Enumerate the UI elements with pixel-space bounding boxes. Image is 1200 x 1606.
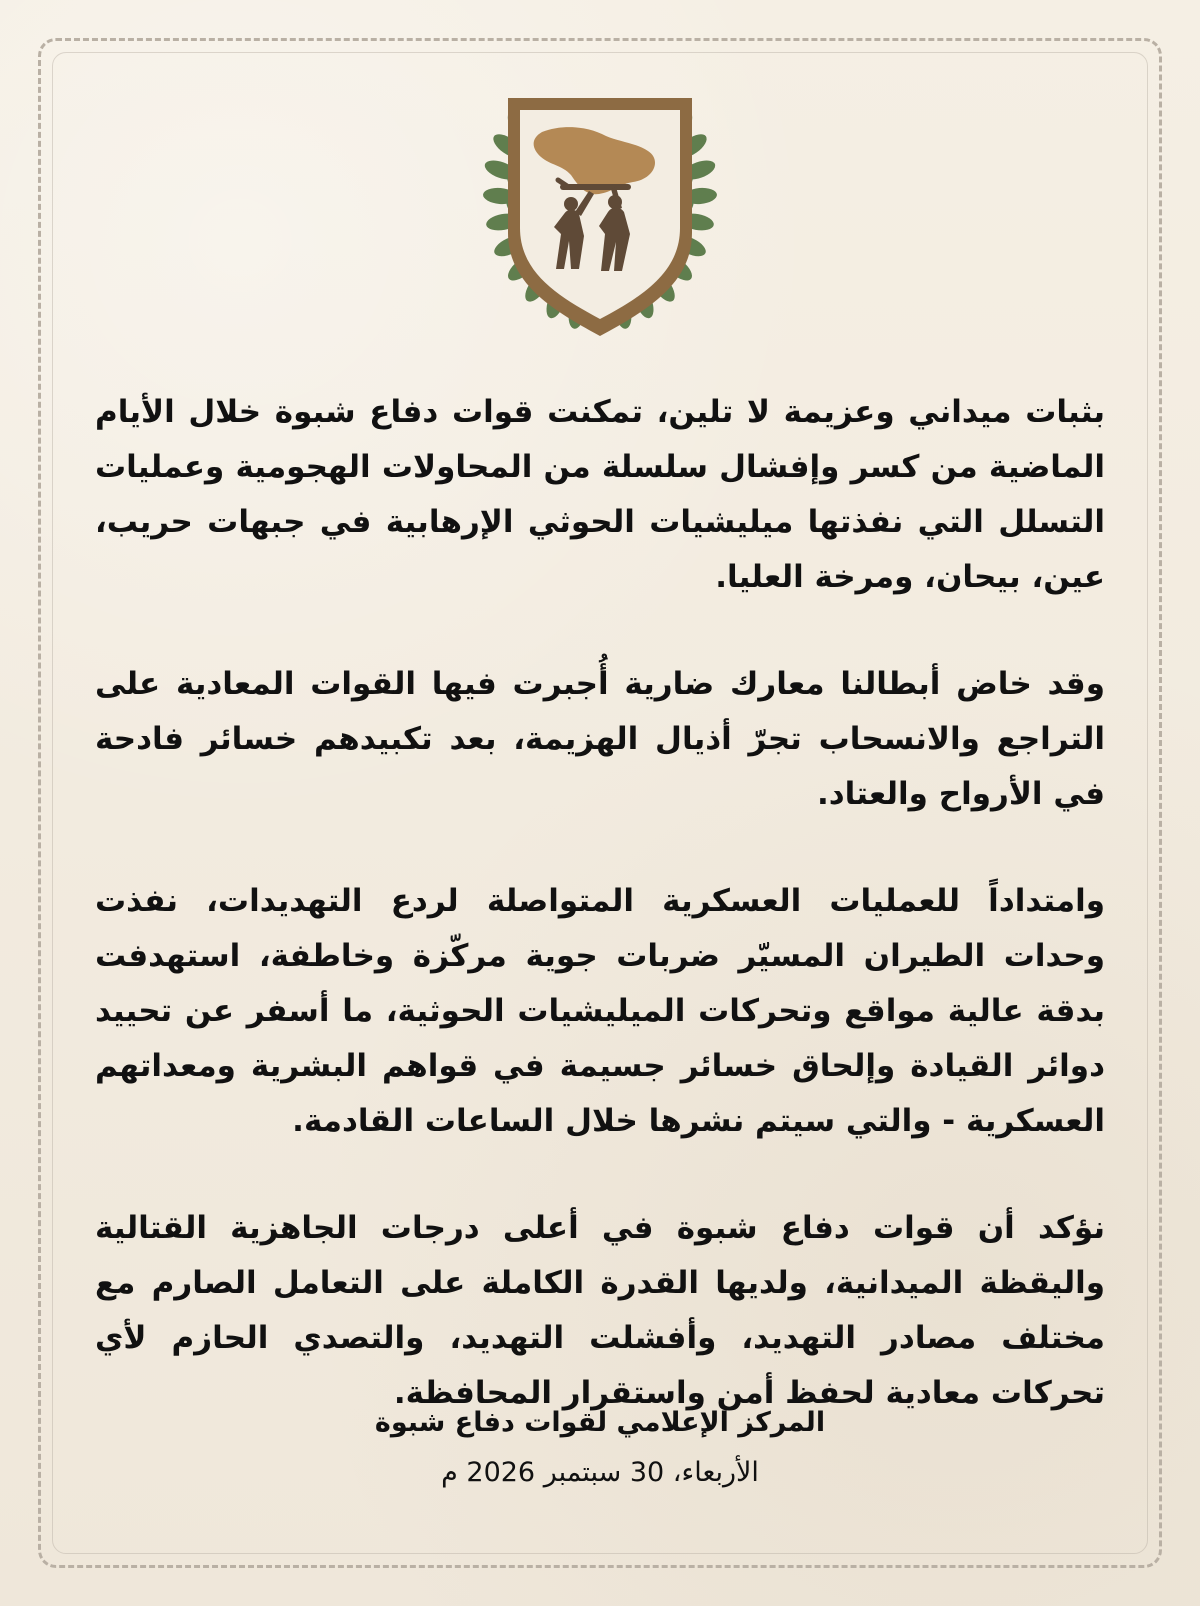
emblem-svg [470, 88, 730, 338]
statement-paragraph-1: بثبات ميداني وعزيمة لا تلين، تمكنت قوات دفاع شبوة خلال الأيام الماضية من كسر وإفشال سلسلة من المحاولات الهجومية وعمليات التسلل التي نفذتها ميليشيات الحوثي الإرهابية في جبهات حريب، عين، بيحان، ومرخة العليا. [95, 394, 1105, 595]
footer-date: الأربعاء، 30 سبتمبر 2026 م [441, 1457, 759, 1488]
defense-forces-emblem-icon [470, 88, 730, 338]
statement-paragraph-4: نؤكد أن قوات دفاع شبوة في أعلى درجات الجاهزية القتالية واليقظة الميدانية، ولديها القدرة الكاملة على التعامل الصارم مع مختلف مصادر التهديد، وأفشلت التهديد، والتصدي الحازم لأي تحركات معادية لحفظ أمن واستقرار المحافظة. [95, 1210, 1105, 1411]
statement-content [95, 385, 1105, 1473]
statement-paragraph-2: وقد خاض أبطالنا معارك ضارية أُجبرت فيها القوات المعادية على التراجع والانسحاب تجرّ أذيال الهزيمة، بعد تكبيدهم خسائر فادحة في الأرواح والعتاد. [95, 666, 1105, 812]
statement-footer [0, 1402, 1200, 1494]
statement-paragraph-3: وامتداداً للعمليات العسكرية المتواصلة لردع التهديدات، نفذت وحدات الطيران المسيّر ضربات جوية مركّزة وخاطفة، استهدفت بدقة عالية مواقع وتحركات الميليشيات الحوثية، ما أسفر عن تحييد دوائر القيادة وإلحاق خسائر جسيمة في قواهم البشرية ومعداتهم العسكرية - والتي سيتم نشرها خلال الساعات القادمة. [95, 883, 1105, 1139]
footer-organization: المركز الإعلامي لقوات دفاع شبوة [374, 1407, 826, 1438]
